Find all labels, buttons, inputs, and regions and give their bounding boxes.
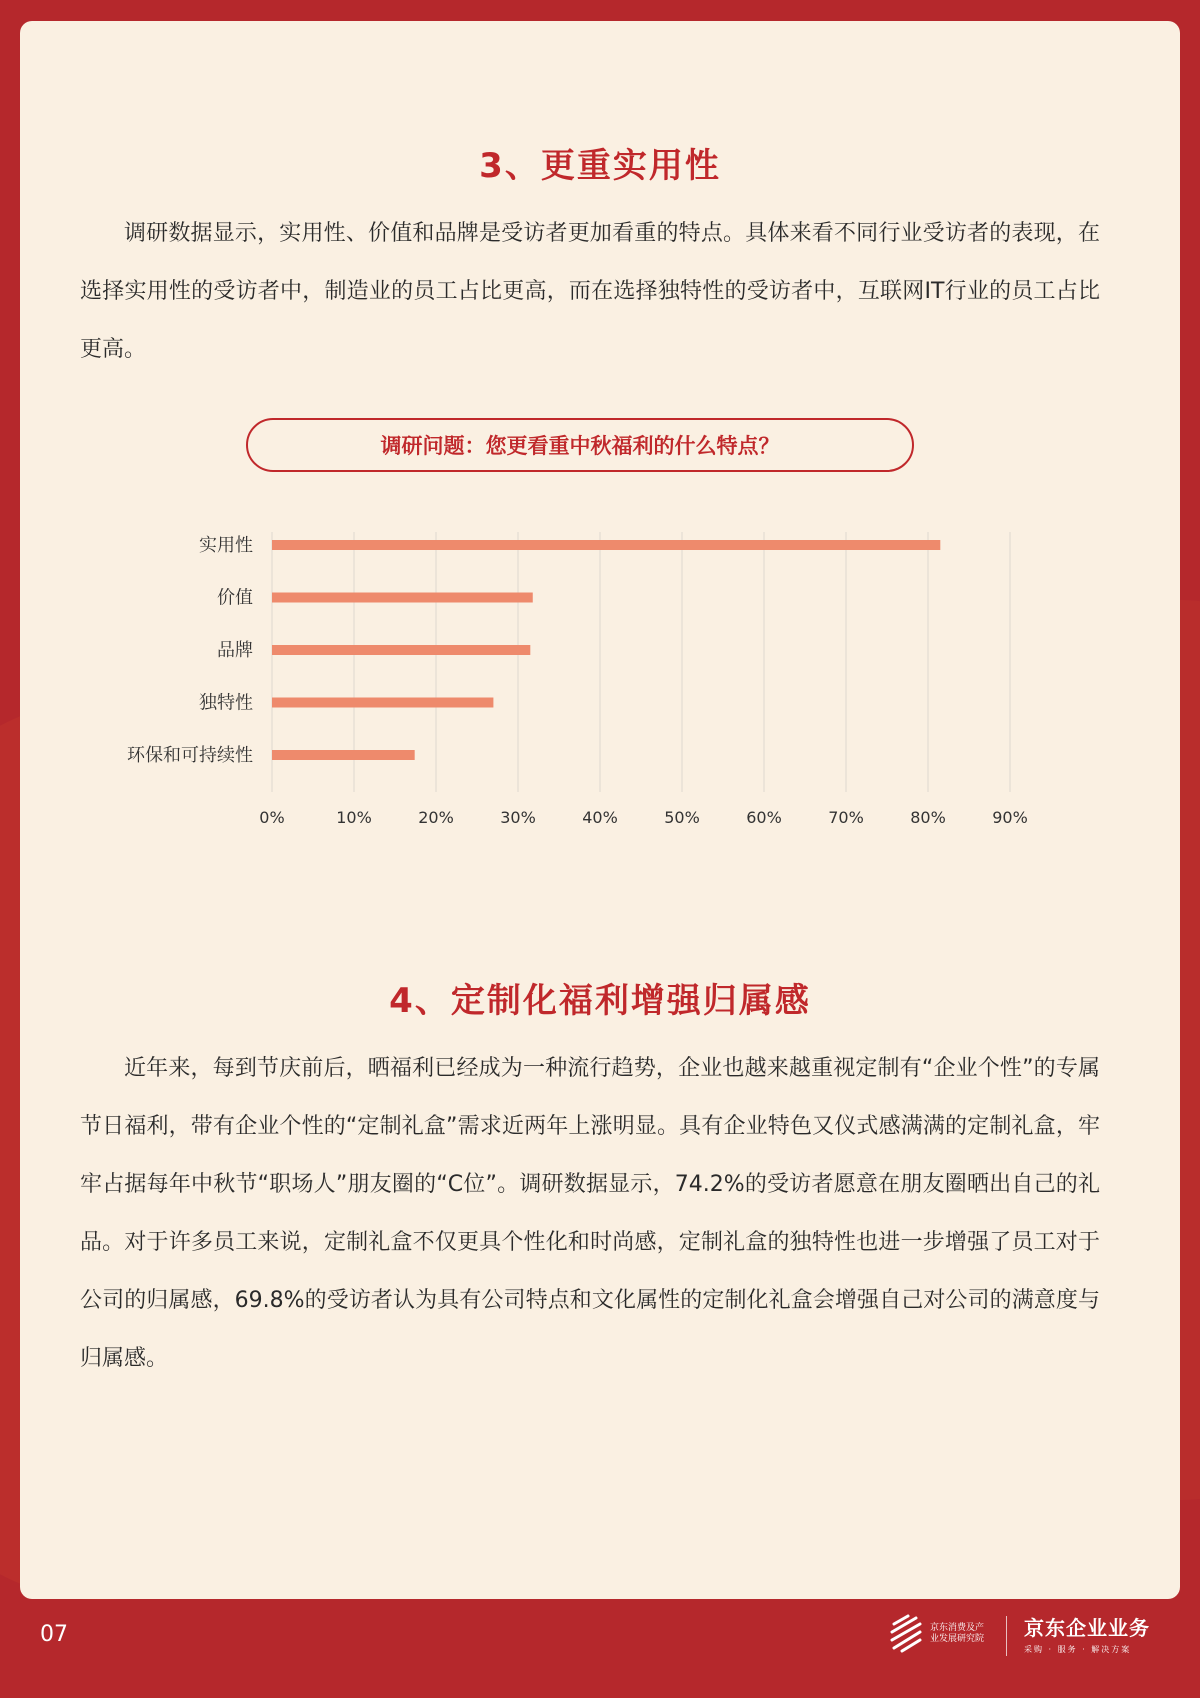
bar [272,593,533,603]
x-tick-label: 60% [746,808,782,827]
x-tick-label: 0% [259,808,285,827]
category-label: 品牌 [217,640,253,661]
bar [272,698,493,708]
jd-enterprise-logo-title: 京东企业业务 [1024,1616,1150,1640]
logo-divider [1006,1616,1007,1656]
x-tick-label: 80% [910,808,946,827]
bar [272,645,530,655]
section3-heading: 3、更重实用性 [479,146,721,186]
category-label: 价值 [217,587,253,609]
page-number: 07 [40,1622,68,1647]
research-institute-logo-text: 京东消费及产业发展研究院 [930,1623,985,1644]
section4-paragraph: 近年来，每到节庆前后，晒福利已经成为一种流行趋势，企业也越来越重视定制有“企业个性”的专属节日福利，带有企业个性的“定制礼盒”需求近两年上涨明显。具有企业特色又仪式感满满的定制礼盒，牢牢占据每年中秋节“职场人”朋友圈的“C位”。调研数据显示，74.2%的受访者愿意在朋友圈晒出自己的礼品。对于许多员工来说，定制礼盒不仅更具个性化和时尚感，定制礼盒的独特性也进一步增强了员工对于公司的归属感，69.8%的受访者认为具有公司特点和文化属性的定制化礼盒会增强自己对公司的满意度与归属感。 [80,1056,1100,1371]
category-label: 独特性 [199,692,253,714]
research-institute-logo-icon [888,1614,924,1654]
x-tick-label: 70% [828,808,864,827]
research-institute-logo [888,1614,990,1654]
section4-heading: 4、定制化福利增强归属感 [389,981,811,1021]
category-label: 环保和可持续性 [127,745,253,766]
x-tick-label: 50% [664,808,700,827]
jd-enterprise-logo-subtitle: 采购 · 服务 · 解决方案 [1024,1645,1132,1654]
x-tick-label: 20% [418,808,454,827]
jd-enterprise-logo [1024,1612,1150,1655]
x-tick-label: 90% [992,808,1028,827]
x-tick-label: 30% [500,808,536,827]
bar [272,540,940,550]
bar [272,750,415,760]
x-tick-label: 10% [336,808,372,827]
section3-paragraph: 调研数据显示，实用性、价值和品牌是受访者更加看重的特点。具体来看不同行业受访者的表现，在选择实用性的受访者中，制造业的员工占比更高，而在选择独特性的受访者中，互联网IT行业的员工占比更高。 [80,221,1100,362]
category-label: 实用性 [199,535,253,556]
survey-question-pill: 调研问题：您更看重中秋福利的什么特点？ [246,418,914,472]
x-tick-label: 40% [582,808,618,827]
